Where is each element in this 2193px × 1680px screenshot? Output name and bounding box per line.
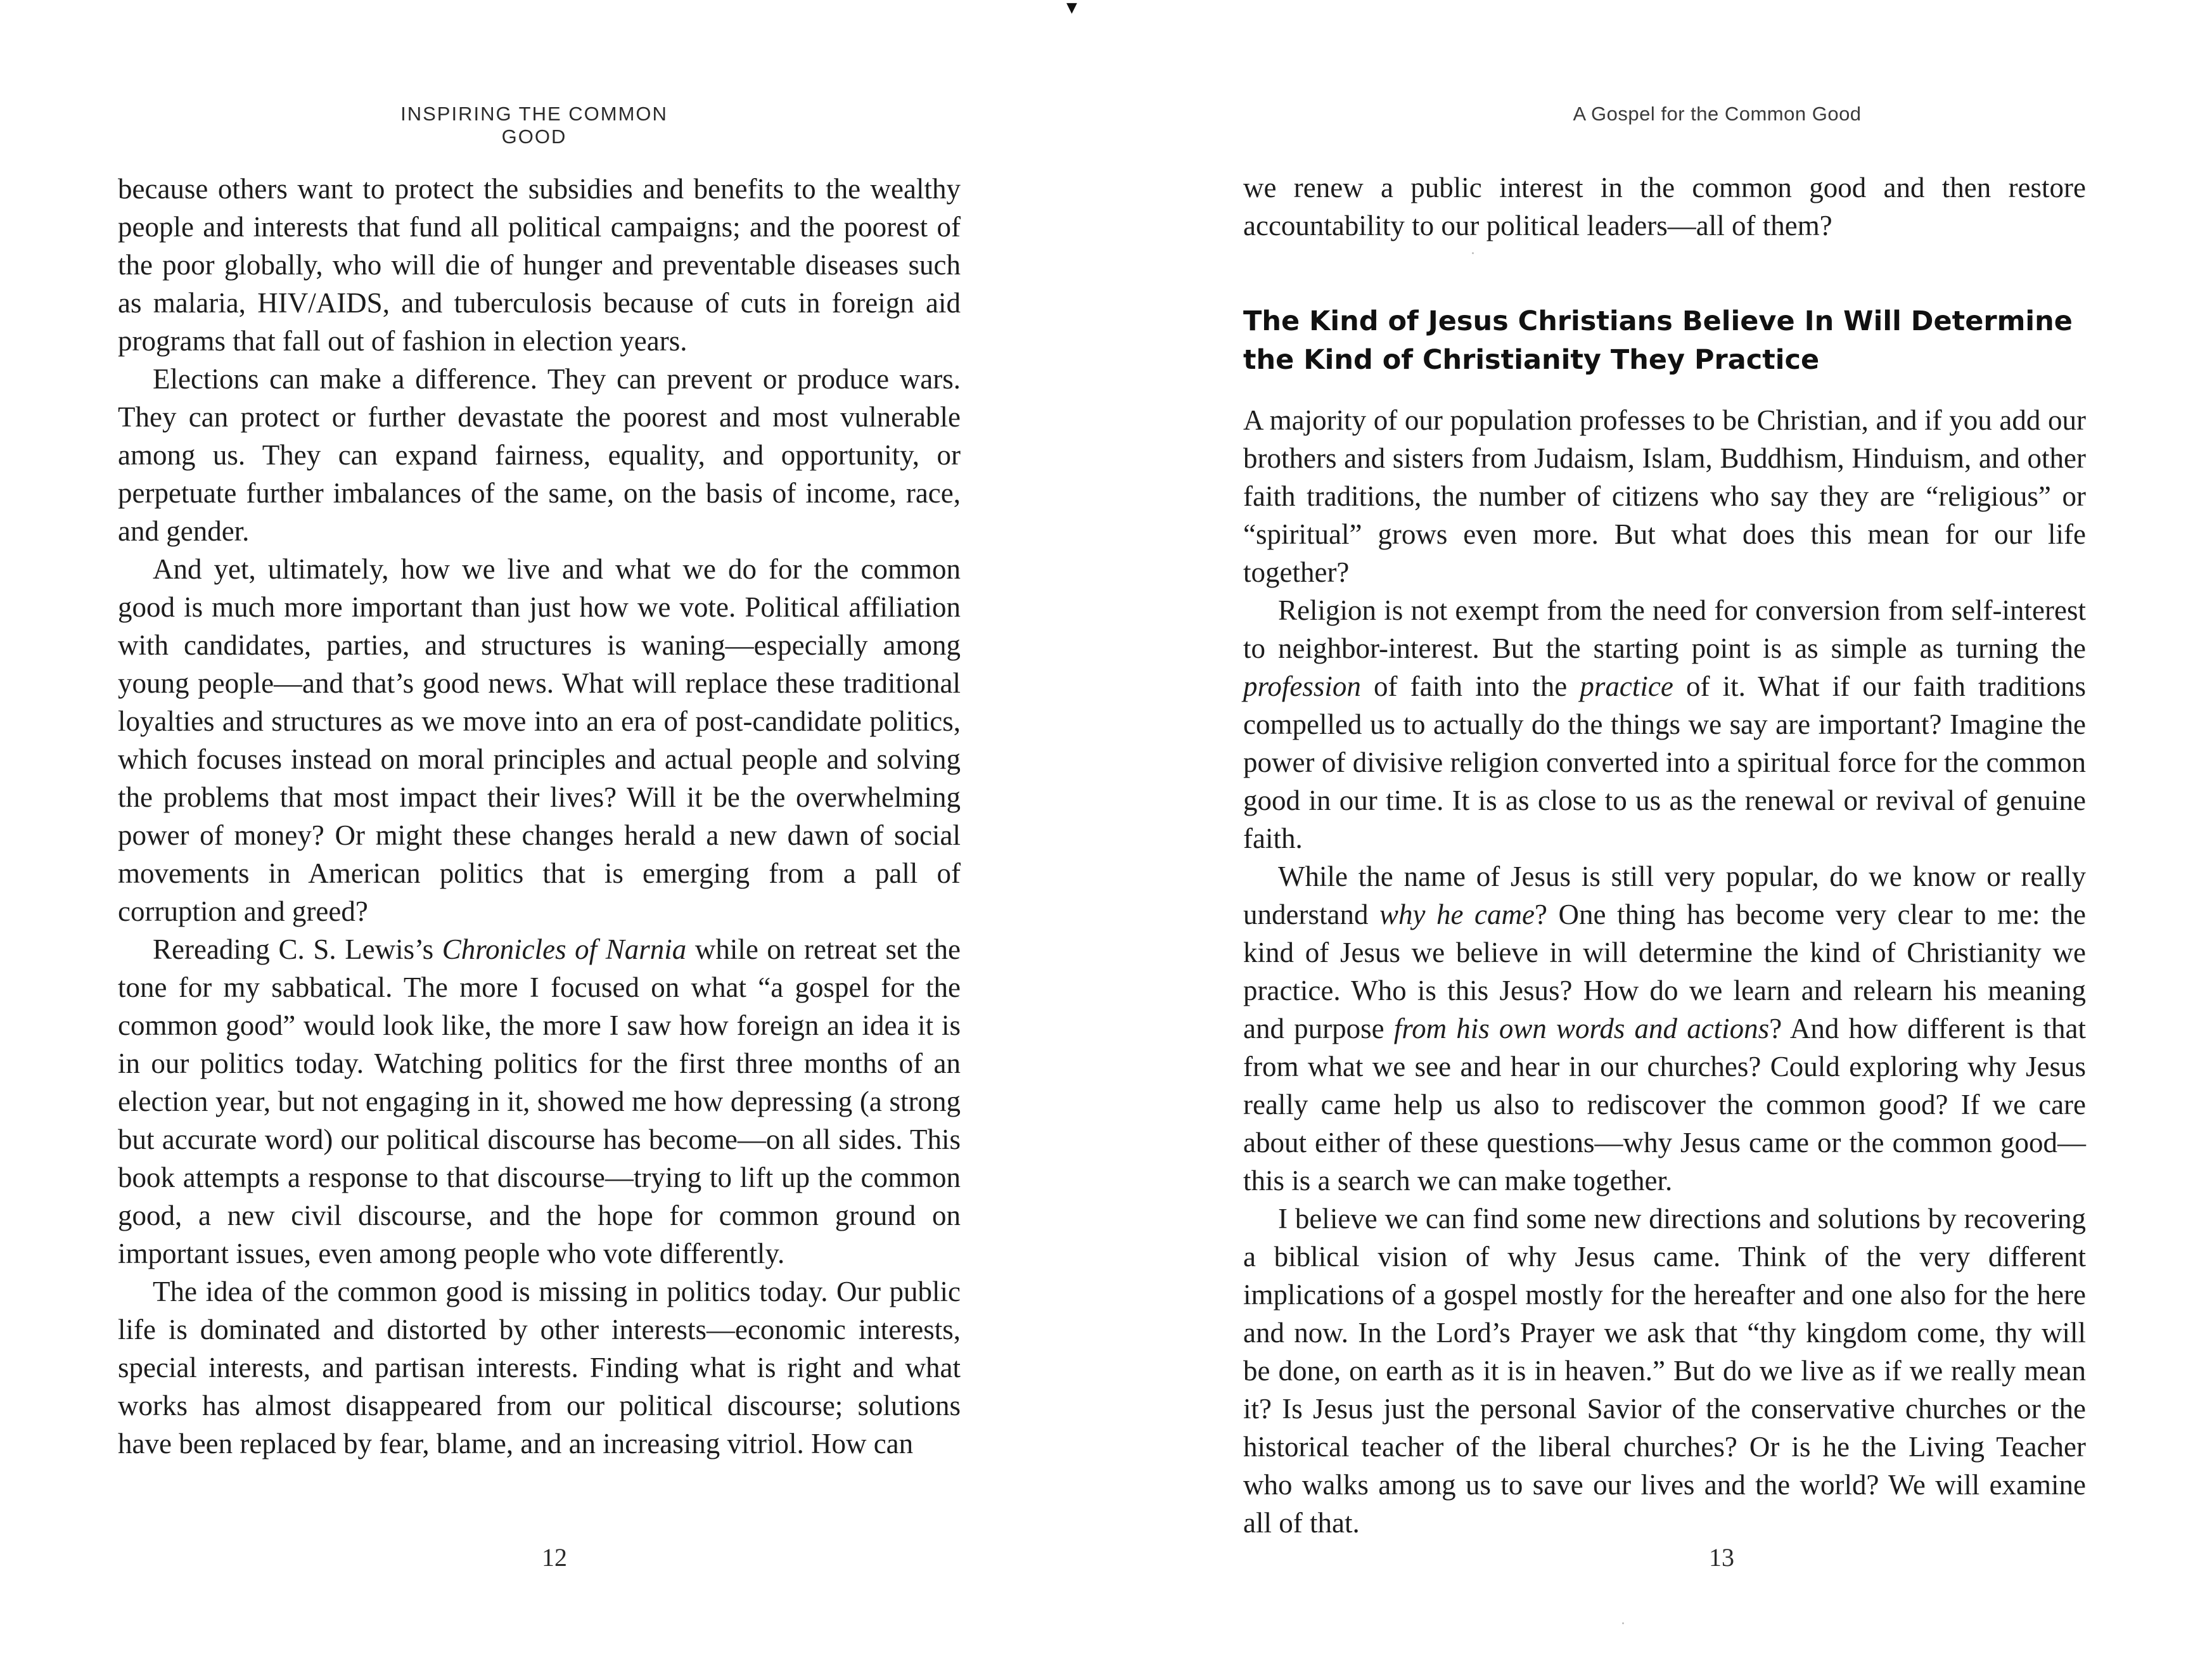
- body-text: [118, 170, 961, 1463]
- paragraph: A majority of our population professes to be Christian, and if you add our brothers and sisters from Judaism, Islam, Buddhism, Hinduism, and other faith traditions, the number of citizens who say they are “religious” or “spiritual” grows even more. But what does this mean for our life together?: [1243, 404, 2086, 588]
- paragraph: I believe we can find some new directions and solutions by recovering a biblical vision of why Jesus came. Think of the very different implications of a gospel mostly for the hereafter and one also for the here and now. In the Lord’s Prayer we ask that “thy kingdom come, thy will be done, on earth as it is in heaven.” But do we live as if we really mean it? Is Jesus just the personal Savior of the conservative churches or the historical teacher of the liberal churches? Or is he the Living Teacher who walks among us to save our lives and the world? We will examine all of that.: [1243, 1203, 2086, 1539]
- paragraph: The idea of the common good is missing in politics today. Our public life is dominated and distorted by other interests—economic interests, special interests, and partisan interests. Finding what is right and what works has almost disappeared from our political discourse; solutions have been replaced by fear, blame, and an increasing vitriol. How can: [118, 1276, 961, 1459]
- paragraph: Religion is not exempt from the need for conversion from self-interest to neighbor-interest. But the starting point is as simple as turning the profession of faith into the practice of it. What if our faith traditions compelled us to actually do the things we say are important? Imagine the power of divisive religion converted into a spiritual force for the common good in our time. It is as close to us as the renewal or revival of genuine faith.: [1243, 594, 2086, 854]
- page-number: 12: [542, 1543, 567, 1572]
- spread-marker: ▼: [1066, 0, 1077, 16]
- right-page: [1096, 0, 2193, 1680]
- body-text: [1243, 401, 2086, 1542]
- emphasis: profession: [1243, 670, 1361, 702]
- paragraph: And yet, ultimately, how we live and what we do for the common good is much more important than just how we vote. Political affiliation with candidates, parties, and structures is waning—especially among young people—and that’s good news. What will replace these traditional loyalties and structures as we move into an era of post-candidate politics, which focuses instead on moral principles and actual people and solving the problems that most impact their lives? Will it be the overwhelming power of money? Or might these changes herald a new dawn of social movements in American politics that is emerging from a pall of corruption and greed?: [118, 553, 961, 927]
- running-head: A Gospel for the Common Good: [1573, 103, 1862, 125]
- paragraph: While the name of Jesus is still very popular, do we know or really understand why he came? One thing has become very clear to me: the kind of Jesus we believe in will determine the kind of Christianity we practice. Who is this Jesus? How do we learn and relearn his meaning and purpose from his own words and actions? And how different is that from what we see and hear in our churches? Could exploring why Jesus really came help us also to rediscover the common good? If we care about either of these questions—why Jesus came or the common good—this is a search we can make together.: [1243, 861, 2086, 1196]
- page-number: 13: [1709, 1543, 1734, 1572]
- paragraph: we renew a public interest in the common good and then restore accountability to our political leaders—all of them?: [1243, 172, 2086, 241]
- continued-text: [1243, 169, 2086, 245]
- scan-speck: [1622, 1622, 1624, 1624]
- paragraph: Rereading C. S. Lewis’s Chronicles of Narnia while on retreat set the tone for my sabbatical. The more I focused on what “a gospel for the common good” would look like, the more I saw how foreign an idea it is in our politics today. Watching politics for the first three months of an election year, but not engaging in it, showed me how depressing (a strong but accurate word) our political discourse has become—on all sides. This book attempts a response to that discourse—trying to lift up the common good, a new civil discourse, and the hope for common ground on important issues, even among people who vote differently.: [118, 933, 961, 1269]
- left-page: [0, 0, 1096, 1680]
- running-head: INSPIRING THE COMMON GOOD: [400, 103, 668, 148]
- paragraph: Elections can make a difference. They can prevent or produce wars. They can protect or further devastate the poorest and most vulnerable among us. They can expand fairness, equality, and opportunity, or perpetuate further imbalances of the same, on the basis of income, race, and gender.: [118, 363, 961, 547]
- paragraph: because others want to protect the subsidies and benefits to the wealthy people and interests that fund all political campaigns; and the poorest of the poor globally, who will die of hunger and preventable diseases such as malaria, HIV/AIDS, and tuberculosis because of cuts in foreign aid programs that fall out of fashion in election years.: [118, 173, 961, 357]
- emphasis: practice: [1580, 670, 1673, 702]
- emphasis: why he came: [1379, 899, 1535, 930]
- book-title: Chronicles of Narnia: [442, 933, 687, 965]
- emphasis: from his own words and actions: [1393, 1013, 1770, 1044]
- scan-speck: [1472, 252, 1474, 254]
- section-heading: The Kind of Jesus Christians Believe In Will Determine the Kind of Christianity They Practice: [1243, 305, 2073, 376]
